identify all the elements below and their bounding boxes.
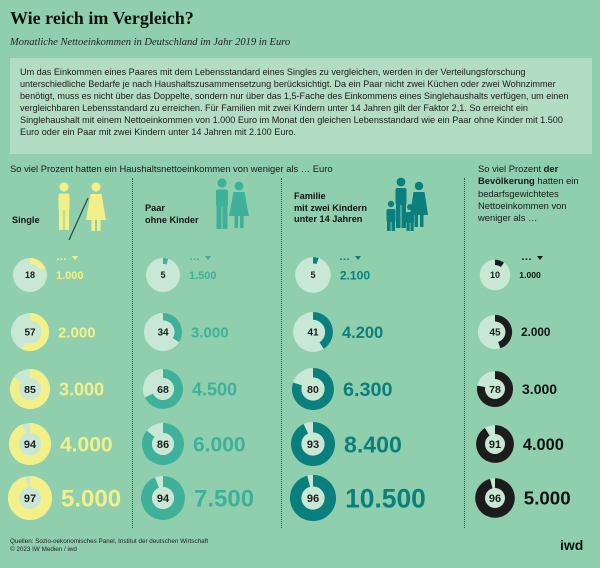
- donut-value-label: 34: [157, 327, 169, 339]
- down-triangle-icon: [537, 256, 543, 260]
- footer: [10, 538, 208, 555]
- donut-mark: [146, 258, 180, 292]
- donut-mark: [295, 257, 331, 293]
- couple-icon: [216, 178, 249, 229]
- donut-mark: [290, 475, 336, 521]
- ellipsis-marker: …: [339, 251, 350, 263]
- income-threshold-label: 3.000: [191, 324, 229, 342]
- donut-value-label: 80: [307, 383, 319, 396]
- donut-value-label: 97: [23, 492, 37, 505]
- donut-value-label: 85: [24, 383, 36, 396]
- column-title-line: mit zwei Kindern: [294, 202, 367, 213]
- donut-mark: [13, 258, 47, 292]
- donut-value-label: 96: [306, 492, 320, 505]
- donut-mark: [10, 369, 50, 409]
- donut-value-label: 5: [310, 270, 316, 281]
- income-threshold-label: 4.000: [60, 433, 113, 457]
- donut-arc: [313, 260, 318, 261]
- donut-mark: [480, 260, 511, 291]
- page-subtitle: Monatliche Nettoeinkommen in Deutschland im Jahr 2019 in Euro: [10, 37, 291, 48]
- donut-mark: [11, 313, 49, 351]
- donut-value-label: 18: [24, 270, 36, 281]
- income-threshold-label: 3.000: [59, 379, 105, 400]
- income-threshold-label: 5.000: [523, 487, 571, 509]
- donut-value-label: 10: [489, 270, 501, 281]
- donut-mark: [475, 478, 515, 518]
- donut-value-label: 96: [488, 492, 502, 505]
- income-threshold-label: 3.000: [522, 381, 558, 398]
- donut-value-label: 78: [489, 383, 501, 396]
- donut-mark: [291, 422, 335, 466]
- donut-value-label: 68: [157, 383, 169, 396]
- income-threshold-label: 4.000: [522, 435, 564, 454]
- income-threshold-label: 4.200: [341, 323, 384, 342]
- donut-mark: [476, 425, 514, 463]
- income-threshold-label: 1.000: [56, 269, 84, 282]
- income-threshold-label: 1.000: [519, 270, 541, 281]
- donut-mark: [142, 423, 184, 465]
- donut-arc: [163, 261, 167, 262]
- lead-right-pre: So viel Prozent: [478, 163, 544, 174]
- column-title-line: ohne Kinder: [145, 214, 199, 225]
- page-title: Wie reich im Vergleich?: [10, 8, 194, 28]
- ellipsis-marker: …: [189, 251, 200, 263]
- donut-mark: [141, 476, 185, 520]
- column-title-line: Single: [12, 215, 40, 225]
- donut-mark: [293, 312, 333, 352]
- lead-text-households: So viel Prozent hatten ein Haushaltsnettoeinkommen von weniger als … Euro: [10, 163, 333, 174]
- down-triangle-icon: [355, 256, 361, 260]
- footer-sources: Quellen: Sozio-oekonomisches Panel, Institut der deutschen Wirtschaft: [10, 538, 209, 545]
- income-threshold-label: 2.000: [521, 326, 551, 340]
- donut-mark: [292, 368, 334, 410]
- income-threshold-label: 2.000: [58, 324, 96, 342]
- donut-value-label: 94: [23, 438, 37, 451]
- income-threshold-label: 8.400: [344, 431, 402, 458]
- lead-right-bold: der Bevölkerung: [478, 163, 559, 187]
- donut-value-label: 86: [156, 438, 170, 451]
- intro-box: Um das Einkommen eines Paares mit dem Lebensstandard eines Singles zu vergleichen, werden in der Verteilungsforschung unterschiedliche Bedarfe je nach Haushaltszusammensetzung berücksichtigt. Da ein Paar nicht zwei Küchen oder zwei Wohnzimmer benötigt, muss es nicht über das Doppelte, sondern nur über das 1,5-Fache des Einkommens eines Singlehaushalts verfügen, um einen vergleichbaren Lebensstandard zu erreichen. Für Familien mit zwei Kindern unter 14 Jahren gilt der Faktor 2,1. So erreicht ein Singlehaushalt mit einem Nettoeinkommen von 1.000 Euro im Monat den gleichen Lebensstandard wie ein Paar ohne Kinder mit 1.500 Euro oder ein Paar mit zwei Kindern unter 14 Jahren mit 2.100 Euro.: [10, 58, 592, 154]
- donut-value-label: 41: [307, 327, 319, 339]
- donut-mark: [9, 423, 51, 465]
- income-threshold-label: 1.500: [189, 269, 217, 282]
- down-triangle-icon: [72, 256, 78, 260]
- donut-mark: [143, 369, 183, 409]
- income-threshold-label: 6.300: [343, 379, 393, 402]
- donut-value-label: 94: [156, 492, 170, 505]
- man-woman-icon: [59, 182, 107, 240]
- income-threshold-label: 10.500: [345, 483, 426, 514]
- donut-mark: [144, 313, 182, 351]
- family-icon: [387, 178, 429, 231]
- income-threshold-label: 6.000: [193, 433, 246, 457]
- ellipsis-marker: …: [521, 251, 532, 263]
- ellipsis-marker: …: [56, 251, 67, 263]
- footer-copyright: © 2023 IW Medien / iwd: [10, 546, 77, 554]
- donut-arc: [495, 262, 502, 264]
- income-threshold-label: 5.000: [61, 485, 122, 513]
- donut-value-label: 45: [489, 327, 501, 339]
- donut-value-label: 57: [24, 327, 36, 339]
- column-title-line: Familie: [294, 191, 326, 201]
- income-threshold-label: 7.500: [194, 485, 255, 513]
- column-title-line: Paar: [145, 203, 165, 213]
- donut-mark: [477, 371, 513, 407]
- income-threshold-label: 2.100: [339, 268, 371, 283]
- income-threshold-label: 4.500: [192, 379, 238, 400]
- donut-mark: [478, 315, 512, 349]
- lead-right-post: hatten ein bedarfsgewichtetes Nettoeinkommen von weniger als …: [478, 175, 579, 224]
- donut-value-label: 91: [488, 438, 502, 451]
- donut-mark: [8, 476, 52, 520]
- donut-value-label: 5: [160, 270, 166, 281]
- down-triangle-icon: [205, 256, 211, 260]
- column-title-line: unter 14 Jahren: [294, 214, 363, 224]
- donut-value-label: 93: [306, 438, 320, 451]
- iwd-logo: iwd: [560, 537, 584, 553]
